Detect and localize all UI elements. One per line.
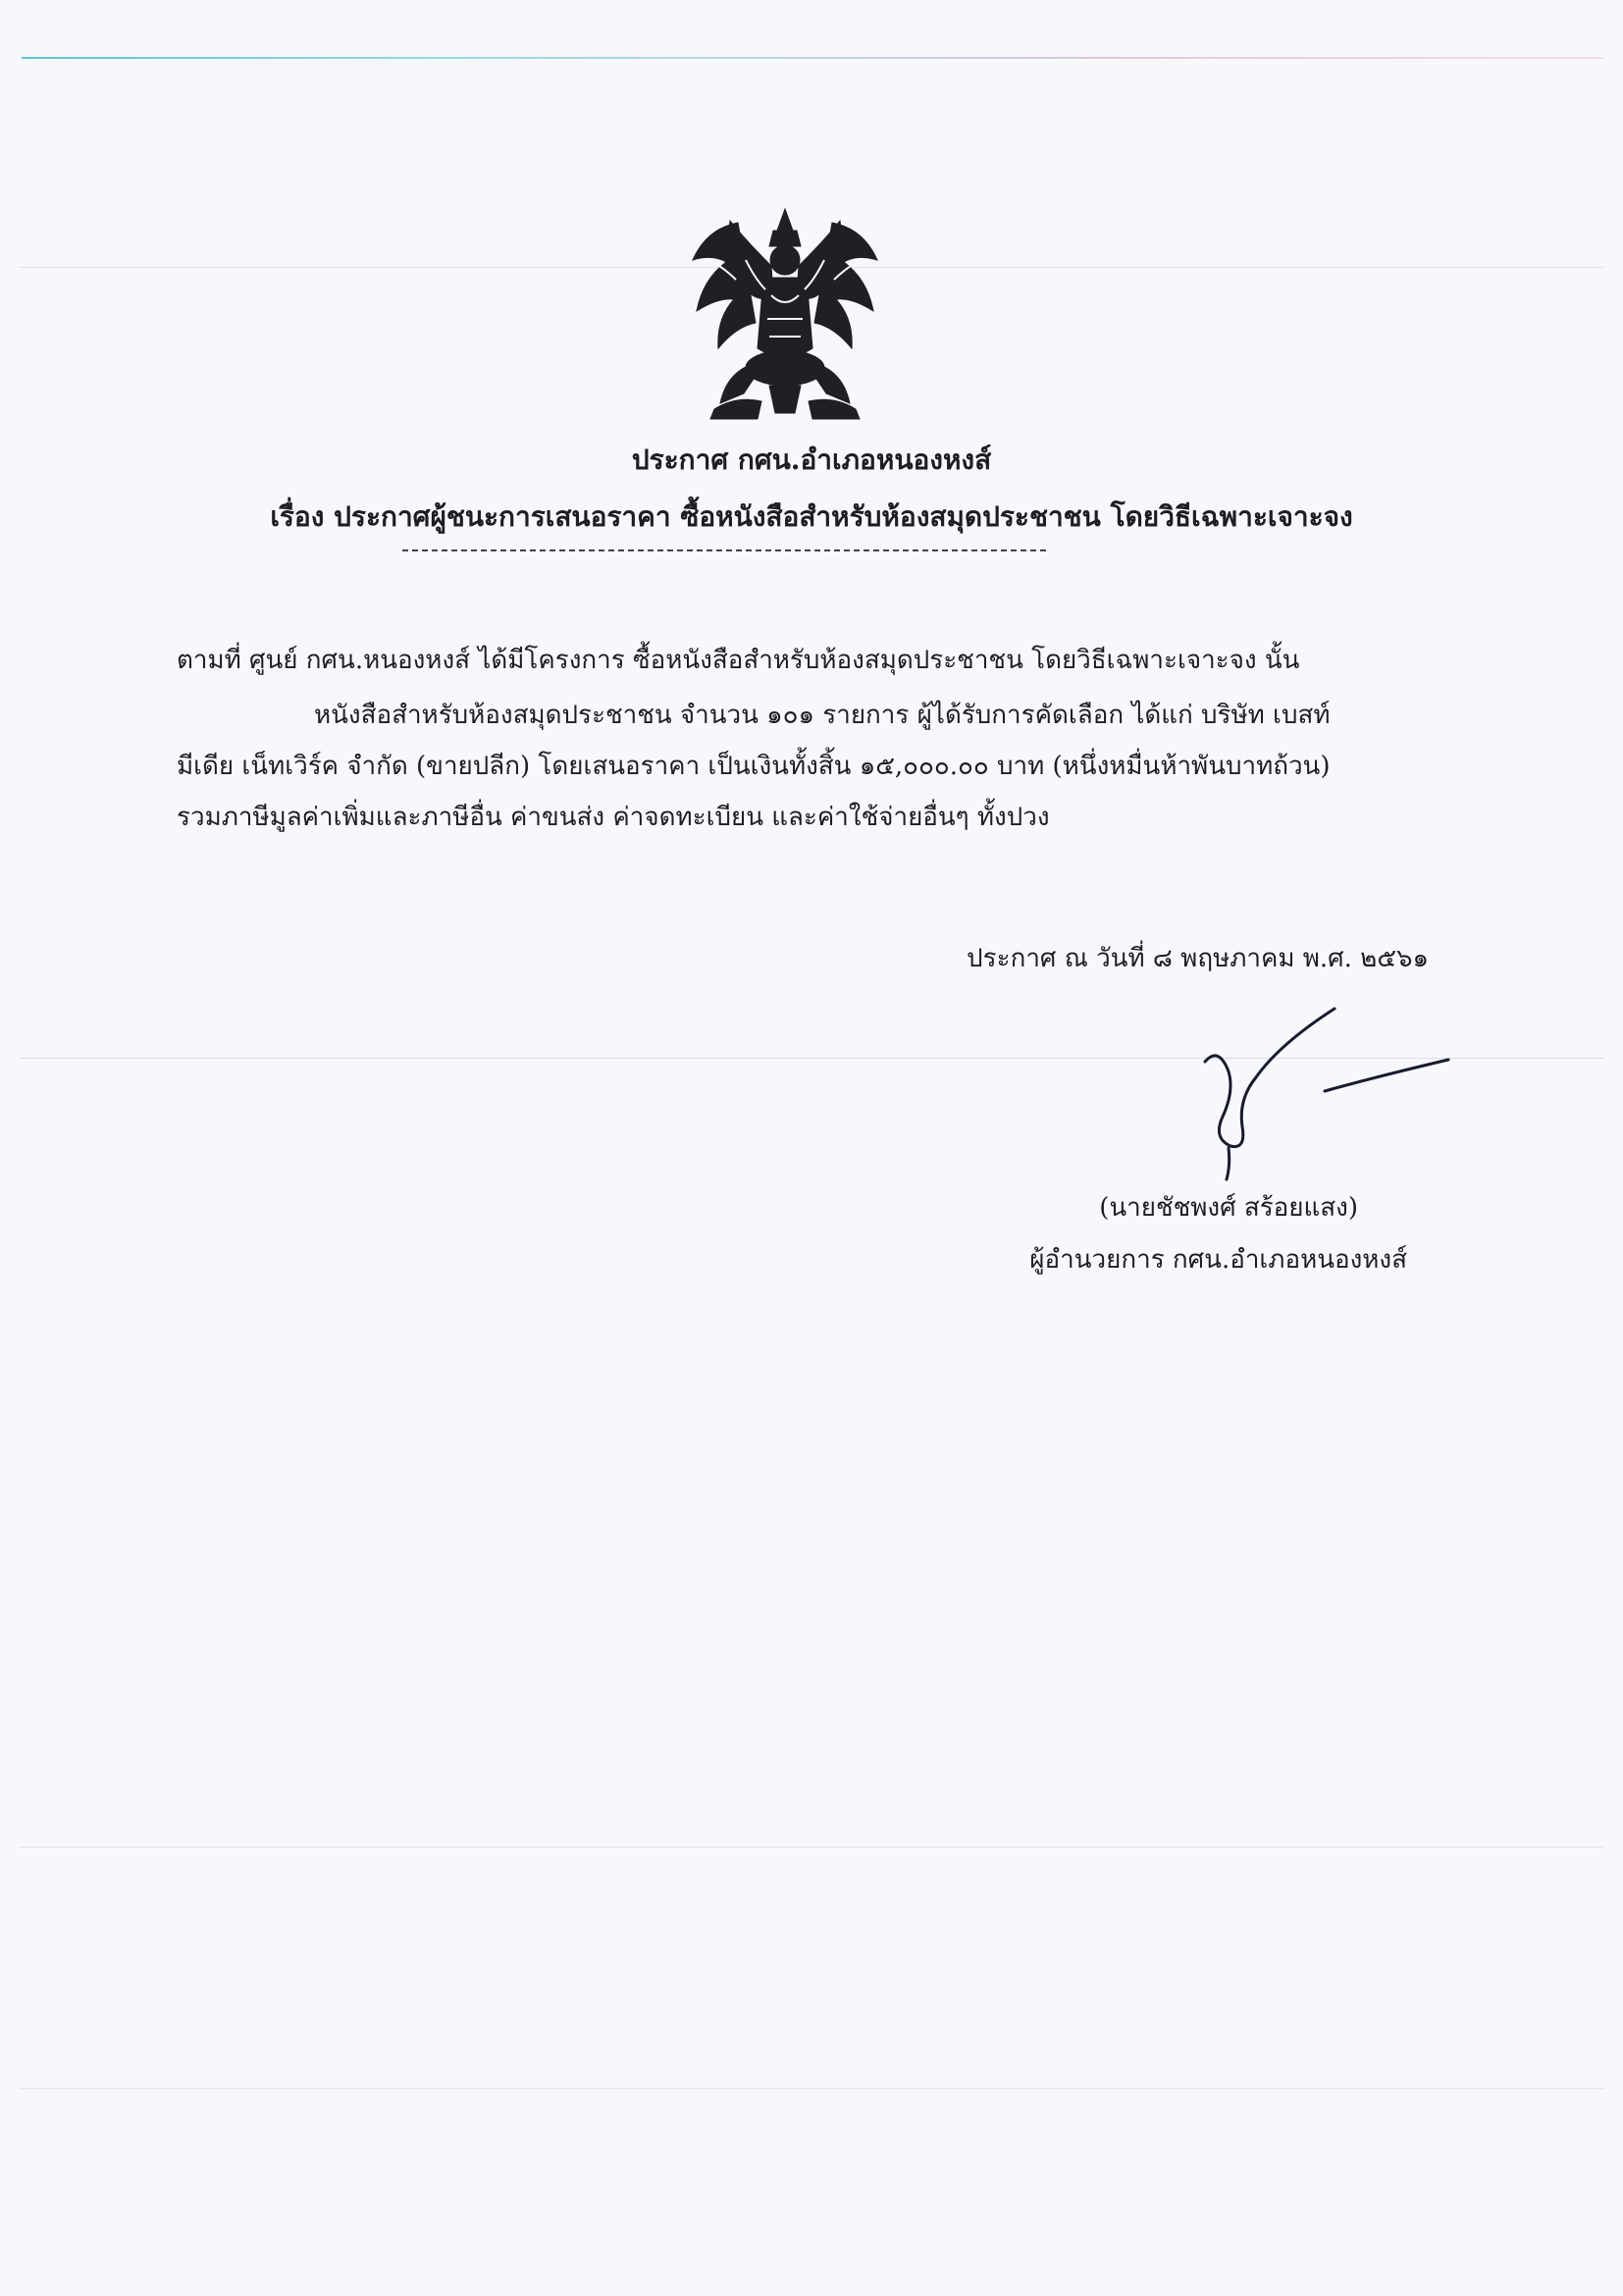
announcement-date: ประกาศ ณ วันที่ ๘ พฤษภาคม พ.ศ. ๒๕๖๑	[967, 944, 1429, 973]
body-line: รวมภาษีมูลค่าเพิ่มและภาษีอื่น ค่าขนส่ง ค่าจดทะเบียน และค่าใช้จ่ายอื่นๆ ทั้งปวง	[177, 803, 1050, 832]
signer-position: ผู้อำนวยการ กศน.อำเภอหนองหงส์	[1029, 1245, 1407, 1275]
body-line: มีเดีย เน็ทเวิร์ค จำกัด (ขายปลีก) โดยเสนอราคา เป็นเงินทั้งสิ้น ๑๕,๐๐๐.๐๐ บาท (หนึ่งหมื่นห้าพันบาทถ้วน)	[177, 752, 1331, 781]
body-line: หนังสือสำหรับห้องสมุดประชาชน จำนวน ๑๐๑ รายการ ผู้ได้รับการคัดเลือก ได้แก่ บริษัท เบสท์	[314, 701, 1331, 730]
scan-line	[20, 2088, 1603, 2089]
announcement-subject: เรื่อง ประกาศผู้ชนะการเสนอราคา ซื้อหนังสือสำหรับห้องสมุดประชาชน โดยวิธีเฉพาะเจาะจง	[270, 500, 1353, 533]
handwritten-signature	[1178, 1001, 1472, 1182]
page-top-edge	[22, 57, 1603, 59]
signer-name: (นายชัชพงศ์ สร้อยแสง)	[1099, 1193, 1358, 1223]
body-line: ตามที่ ศูนย์ กศน.หนองหงส์ ได้มีโครงการ ซื้อหนังสือสำหรับห้องสมุดประชาชน โดยวิธีเฉพาะเจาะจง นั้น	[177, 646, 1300, 675]
dashed-divider	[402, 549, 1046, 551]
scan-line	[20, 1847, 1603, 1848]
announcement-title: ประกาศ กศน.อำเภอหนองหงส์	[631, 444, 992, 476]
garuda-emblem-icon	[687, 201, 883, 427]
